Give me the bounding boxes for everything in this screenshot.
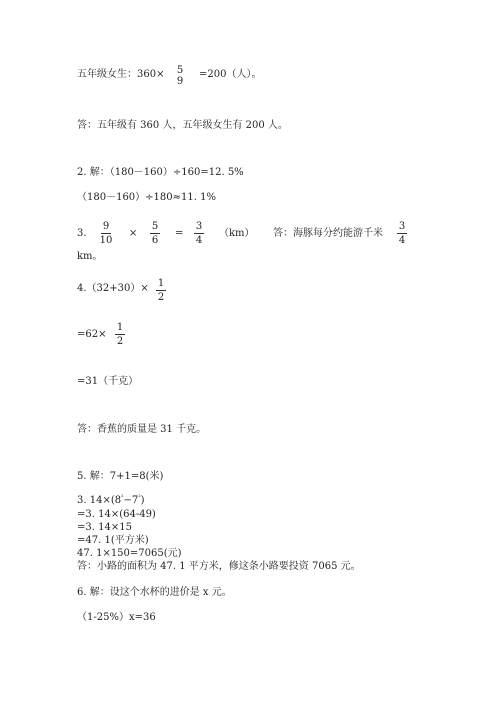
unit-km: （km） — [219, 228, 255, 239]
problem-2-line1: 2. 解：（180－160）÷160=12. 5% — [77, 167, 244, 178]
fraction-numerator: 1 — [116, 322, 124, 333]
fraction-denominator: 2 — [116, 336, 124, 347]
fraction-numerator: 5 — [176, 65, 184, 76]
fraction-5-9 — [173, 65, 187, 87]
fraction-1-2-b — [113, 322, 127, 347]
problem-5-line3: =3. 14×(64-49) — [77, 509, 156, 520]
answer-path: 答：小路的面积为 47. 1 平方米，修这条小路要投资 7065 元。 — [77, 561, 361, 572]
expr-part: 3. 14×(8 — [77, 495, 122, 506]
problem-5-line4: =3. 14×15 — [77, 522, 132, 533]
fraction-numerator: 3 — [398, 221, 406, 232]
fraction-3-4 — [192, 221, 206, 246]
fraction-bar — [156, 290, 166, 291]
fraction-numerator: 5 — [151, 221, 159, 232]
problem-2-line2: （180－160）÷180≈11. 1% — [77, 192, 216, 203]
line-girls-calc: 五年级女生：360× — [77, 69, 165, 80]
problem-4-line3: =31（千克） — [77, 376, 139, 387]
fraction-numerator: 9 — [102, 221, 110, 232]
fraction-bar — [101, 233, 111, 234]
expr-part: −7 — [123, 495, 139, 506]
equals-sign: = — [175, 228, 184, 239]
superscript: ² — [138, 494, 141, 501]
problem-5-line5: =47. 1(平方米) — [77, 535, 149, 546]
expr-part: ) — [140, 495, 145, 506]
answer-grade5: 答：五年级有 360 人，五年级女生有 200 人。 — [77, 120, 288, 131]
fraction-1-2-a — [154, 278, 168, 303]
problem-5-line6: 47. 1×150=7065(元) — [77, 548, 182, 559]
problem-6-line1: 6. 解：设这个水杯的进价是 x 元。 — [77, 587, 232, 598]
fraction-3-4-answer — [395, 221, 409, 246]
fraction-numerator: 1 — [157, 278, 165, 289]
superscript: ² — [121, 494, 124, 501]
problem-5-line2 — [77, 495, 145, 507]
fraction-denominator: 4 — [195, 235, 203, 246]
fraction-9-10 — [99, 221, 113, 246]
problem-3-number: 3. — [77, 228, 87, 239]
fraction-denominator: 6 — [151, 235, 159, 246]
fraction-denominator: 9 — [176, 76, 184, 87]
fraction-bar — [150, 233, 160, 234]
fraction-denominator: 4 — [398, 235, 406, 246]
unit-km-end: km。 — [77, 251, 103, 262]
fraction-5-6 — [148, 221, 162, 246]
fraction-bar — [397, 233, 407, 234]
line-girls-result: =200（人）。 — [199, 69, 262, 80]
answer-banana: 答：香蕉的质量是 31 千克。 — [77, 424, 207, 435]
fraction-numerator: 3 — [195, 221, 203, 232]
problem-4-line2: =62× — [77, 329, 107, 340]
problem-6-line2: （1-25%）x=36 — [77, 612, 156, 623]
times-sign: × — [129, 228, 138, 239]
answer-dolphin: 答：海豚每分约能游千米 — [273, 228, 383, 239]
problem-4-line1: 4.（32+30）× — [77, 283, 149, 294]
fraction-denominator: 2 — [157, 292, 165, 303]
fraction-denominator: 10 — [99, 235, 113, 246]
fraction-bar — [115, 334, 125, 335]
problem-5-line1: 5. 解：7+1=8(米) — [77, 471, 164, 482]
fraction-bar — [194, 233, 204, 234]
